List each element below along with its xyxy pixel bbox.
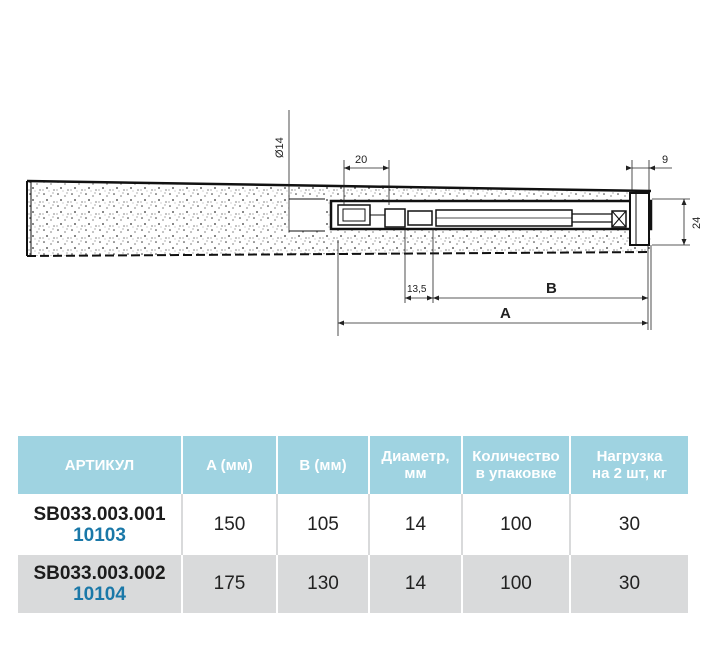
cell-diameter: 14 [369,555,462,613]
header-diameter [369,436,462,494]
cell-a: 175 [182,555,277,613]
header-quantity [462,436,570,494]
cell-b: 105 [277,494,369,555]
table-row [18,494,688,555]
cell-load: 30 [570,555,688,613]
dim-b-label: B [546,280,557,297]
header-diameter-line2: мм [404,465,427,482]
article-code: SB033.003.002 [33,563,166,584]
cell-a: 150 [182,494,277,555]
dim-a-label: A [500,305,511,322]
header-b-mm: B (мм) [277,436,369,494]
cell-load: 30 [570,494,688,555]
cell-quantity: 100 [462,555,570,613]
table-header-row [18,436,688,494]
dim-diameter-label: Ø14 [274,137,286,158]
dim-20-label: 20 [355,154,368,166]
header-quantity-line2: в упаковке [475,465,557,482]
header-load-line1: Нагрузка [596,448,663,465]
bore-hole [289,199,325,231]
header-diameter-line1: Диаметр, [381,448,450,465]
header-article: АРТИКУЛ [18,436,182,494]
header-load-line2: на 2 шт, кг [592,465,667,482]
article-id: 10104 [73,584,126,605]
specification-table [18,436,688,613]
cell-article [18,555,182,613]
article-id: 10103 [73,524,126,546]
header-load [570,436,688,494]
header-quantity-line1: Количество [472,448,560,465]
dim-13-5-label: 13,5 [407,284,427,295]
dim-24-label: 24 [691,216,703,229]
cell-article [18,494,182,555]
header-a-mm: A (мм) [182,436,277,494]
cell-b: 130 [277,555,369,613]
dim-9-label: 9 [662,154,669,166]
cell-quantity: 100 [462,494,570,555]
table-row [18,555,688,613]
article-code: SB033.003.001 [33,503,166,525]
cell-diameter: 14 [369,494,462,555]
